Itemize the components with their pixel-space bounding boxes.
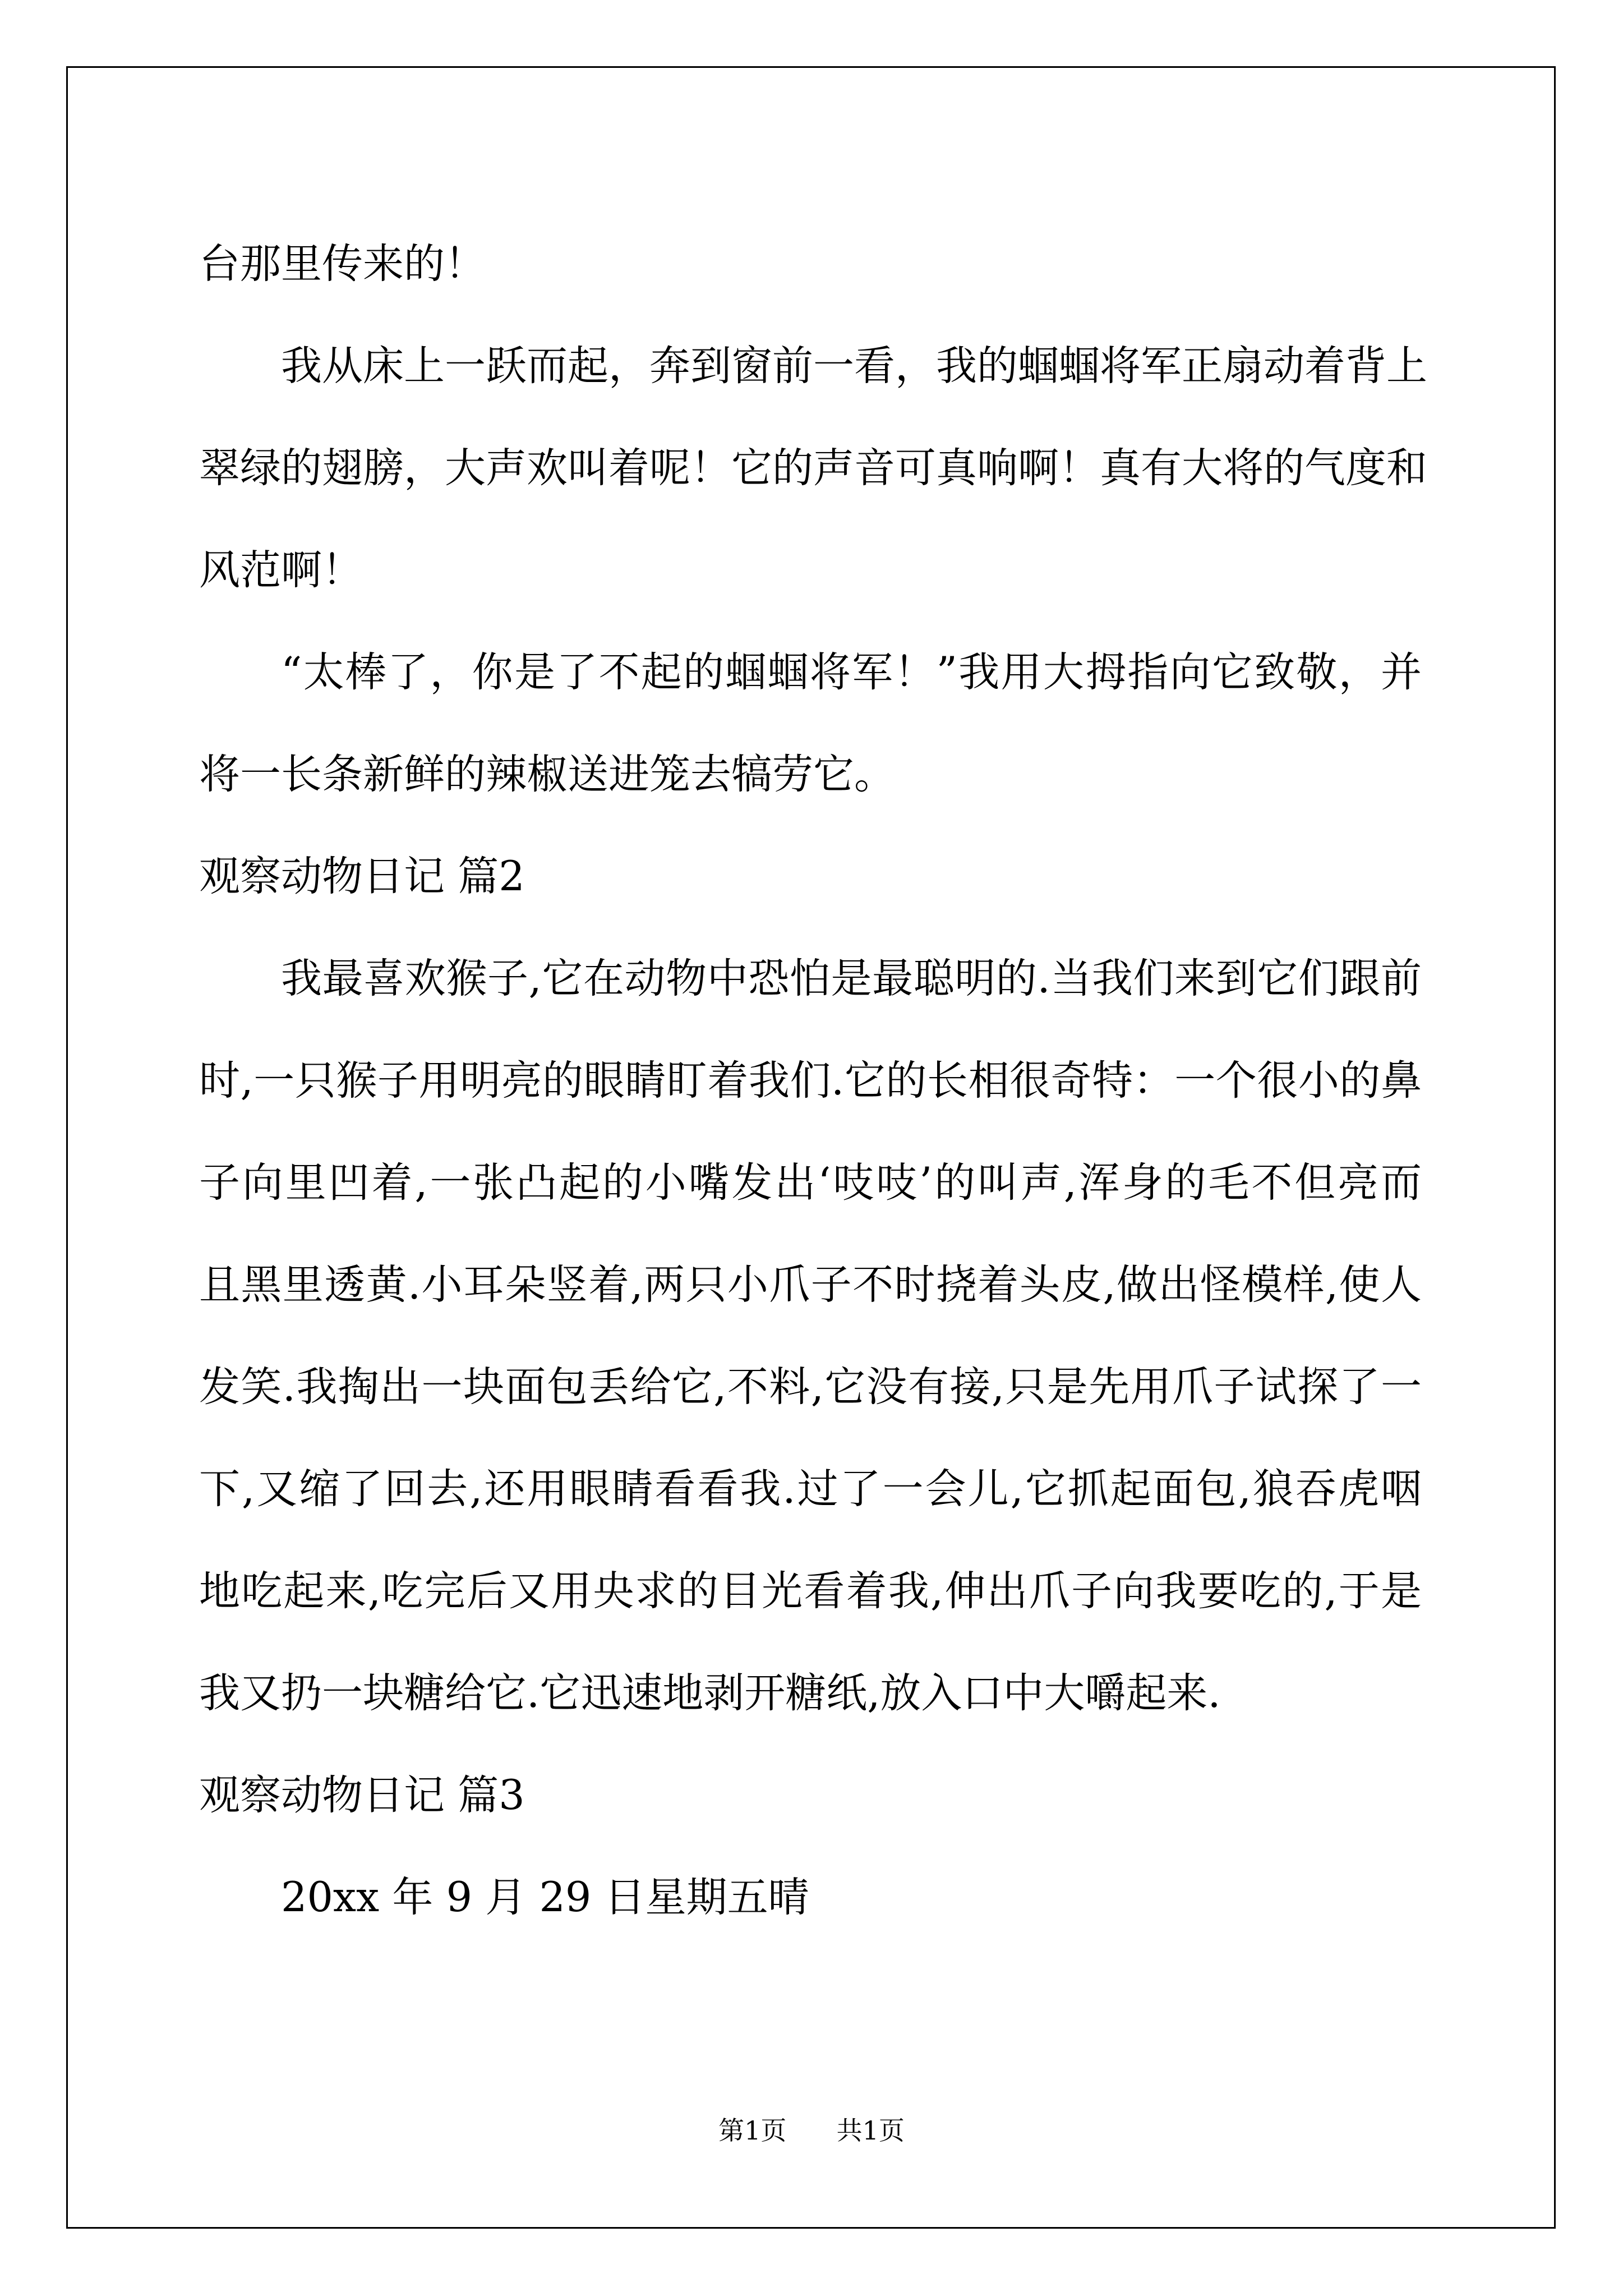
text-line: 风范啊！ — [199, 546, 363, 594]
section-heading: 观察动物日记 篇3 — [199, 1772, 525, 1819]
text-line: 我又扔一块糖给它.它迅速地剥开糖纸,放入口中大嚼起来. — [199, 1669, 1221, 1717]
text-line: 翠绿的翅膀，大声欢叫着呢！它的声音可真响啊！真有大将的气度和 — [199, 444, 1427, 492]
text-line: 台那里传来的！ — [199, 240, 486, 288]
text-line: “太棒了，你是了不起的蝈蝈将军！”我用大拇指向它致敬，并 — [281, 648, 1422, 696]
page-total: 共1页 — [836, 2115, 905, 2146]
page-footer — [0, 2114, 1623, 2147]
text-line: 下,又缩了回去,还用眼睛看看我.过了一会儿,它抓起面包,狼吞虎咽 — [199, 1465, 1422, 1513]
date-line: 20xx 年 9 月 29 日星期五晴 — [281, 1874, 809, 1921]
page-number: 第1页 — [718, 2115, 787, 2146]
section-heading: 观察动物日记 篇2 — [199, 853, 525, 900]
text-line: 时,一只猴子用明亮的眼睛盯着我们.它的长相很奇特：一个很小的鼻 — [199, 1057, 1422, 1105]
text-line: 我从床上一跃而起，奔到窗前一看，我的蝈蝈将军正扇动着背上 — [281, 342, 1427, 390]
text-line: 子向里凹着,一张凸起的小嘴发出‘吱吱’的叫声,浑身的毛不但亮而 — [199, 1159, 1422, 1207]
text-line: 将一长条新鲜的辣椒送进笼去犒劳它。 — [199, 751, 895, 798]
text-line: 地吃起来,吃完后又用央求的目光看着我,伸出爪子向我要吃的,于是 — [199, 1567, 1422, 1615]
text-line: 我最喜欢猴子,它在动物中恐怕是最聪明的.当我们来到它们跟前 — [281, 955, 1422, 1002]
text-line: 且黑里透黄.小耳朵竖着,两只小爪子不时挠着头皮,做出怪模样,使人 — [199, 1261, 1422, 1309]
text-line: 发笑.我掏出一块面包丢给它,不料,它没有接,只是先用爪子试探了一 — [199, 1363, 1422, 1411]
document-body — [199, 213, 1427, 1949]
